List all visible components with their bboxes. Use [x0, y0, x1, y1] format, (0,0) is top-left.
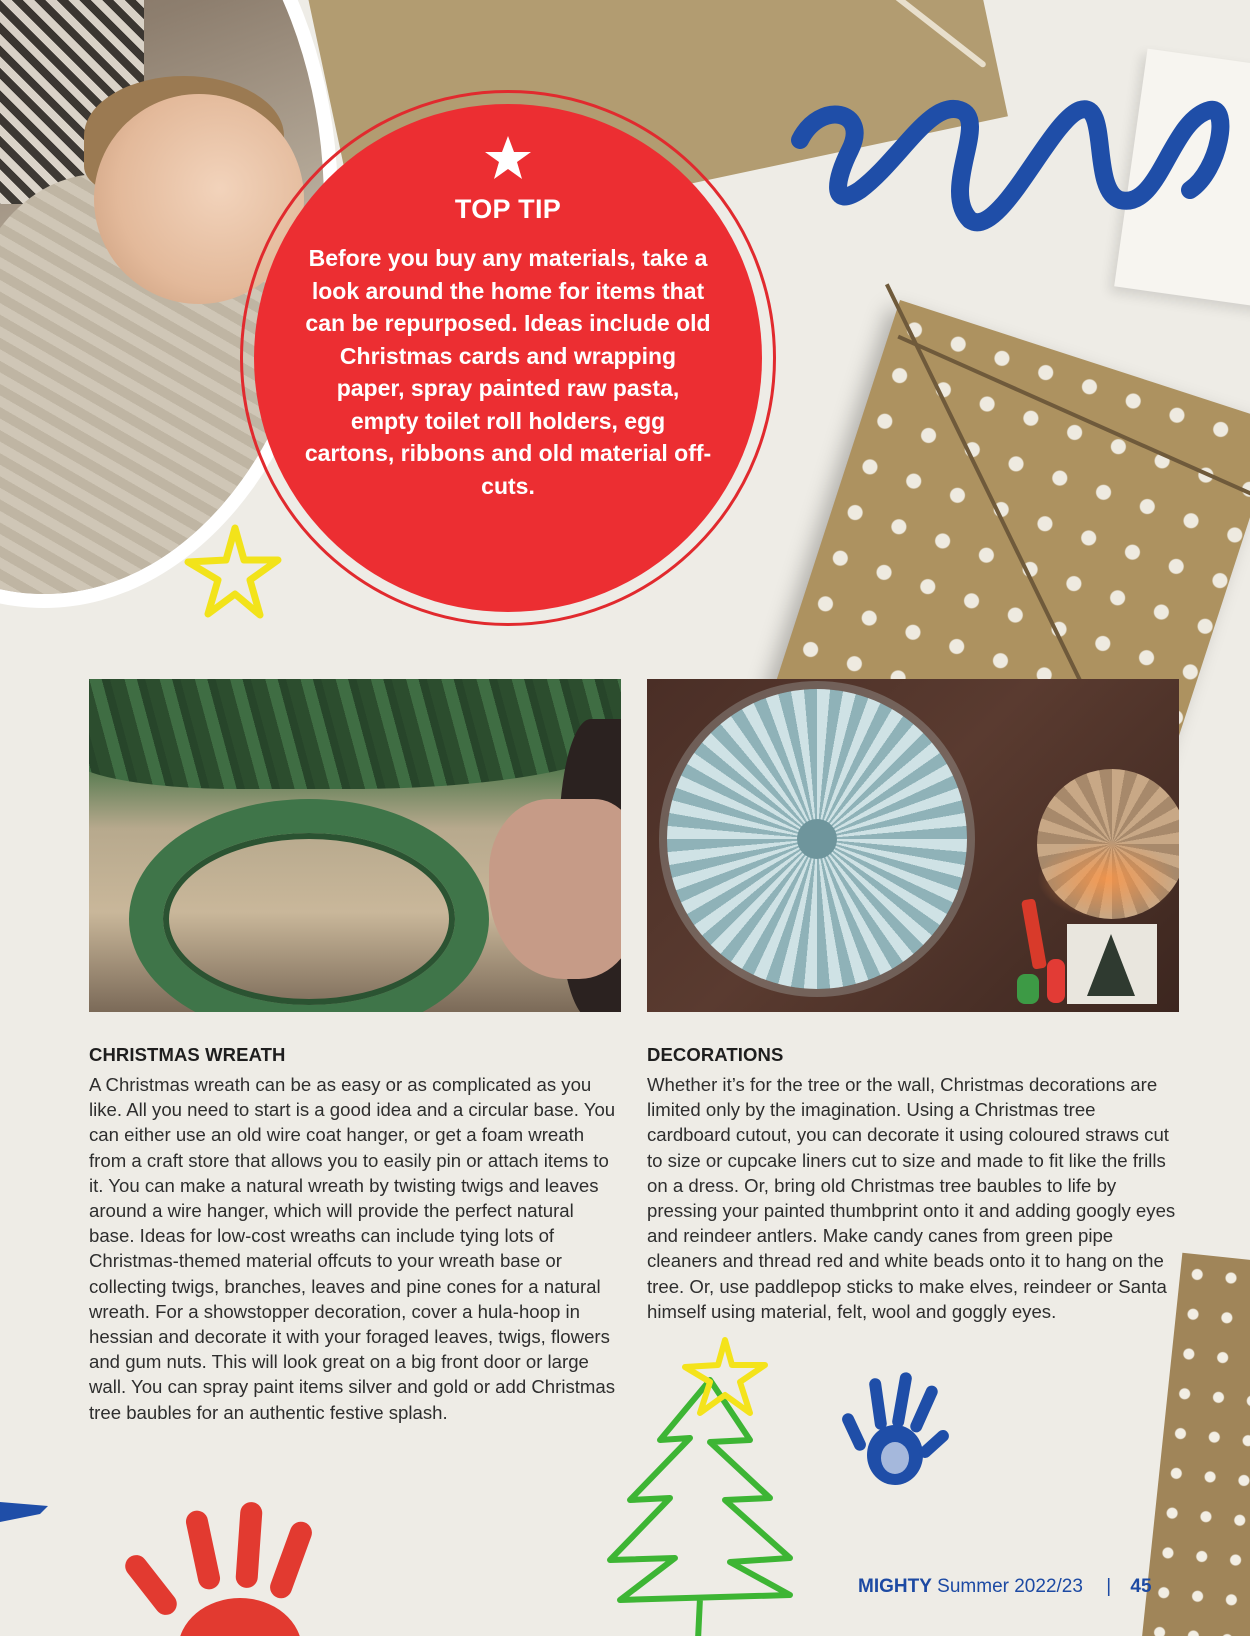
hands: [489, 799, 621, 979]
blue-brush-stroke: [0, 1492, 60, 1532]
glue-bottle: [1017, 974, 1039, 1004]
wreath-photo: [89, 679, 621, 1012]
blue-handprint-doodle: [840, 1370, 950, 1500]
top-tip-callout: [254, 104, 762, 612]
page-footer: [858, 1576, 1152, 1598]
fairy-light-glow: [1037, 839, 1177, 919]
section-christmas-wreath: [89, 1044, 619, 1425]
foliage: [89, 679, 621, 789]
tree-card-illustration: [1087, 934, 1135, 996]
section-body: Whether it’s for the tree or the wall, Christmas decorations are limited only by the imagination. Using a Christmas tree cardboard cutout, you can decorate it using coloured straws cut to size or cupcake liners cut to size and made to fit like the frills on a dress. Or, bring old Christmas tree baubles to life by pressing your painted thumbprint onto it and adding googly eyes and reindeer antlers. Make candy canes from green pipe cleaners and thread red and white beads onto it to hang on the tree. Or, use paddlepop sticks to make elves, reindeer or Santa himself using material, felt, wool and goggly eyes.: [647, 1074, 1176, 1322]
magazine-brand: MIGHTY: [858, 1576, 932, 1597]
yellow-star-doodle: [180, 520, 290, 630]
wreath-ring: [129, 799, 489, 1012]
decorations-photo: [647, 679, 1179, 1012]
red-handprint-doodle: [120, 1500, 320, 1636]
section-heading: DECORATIONS: [647, 1044, 784, 1065]
section-decorations: [647, 1044, 1177, 1324]
section-heading: CHRISTMAS WREATH: [89, 1044, 286, 1065]
page-number: 45: [1130, 1576, 1152, 1597]
star-icon: [483, 134, 533, 184]
section-body: A Christmas wreath can be as easy or as complicated as you like. All you need to start is a good idea and a circular base. You can either use an old wire coat hanger, or get a foam wreath from a craft store that allows you to easily pin or attach items to it. You can make a natural wreath by twisting twigs and leaves around a wire hanger, which will provide the perfect natural base. Ideas for low-cost wreaths can include tying lots of Christmas-themed material offcuts to your wreath base or collecting twigs, branches, leaves and pine cones for a natural wreath. For a showstopper decoration, cover a hula-hoop in hessian and decorate it with your foraged leaves, twigs, flowers and gum nuts. This will look great on a big front door or large wall. You can spray paint items silver and gold or add Christmas tree baubles for an authentic festive splash.: [89, 1074, 616, 1423]
yellow-star-doodle: [680, 1335, 775, 1420]
snowflake-center: [797, 819, 837, 859]
top-tip-body: Before you buy any materials, take a look around the home for items that can be repurposed. Ideas include old Christmas cards and wrapping paper, spray painted raw pasta, empty toilet roll holders, egg cartons, ribbons and old material off-cuts.: [304, 245, 712, 499]
blue-scribble-doodle: [790, 80, 1230, 250]
glue-stick: [1021, 898, 1047, 969]
top-tip-title: TOP TIP: [454, 194, 562, 224]
glue-bottle: [1047, 959, 1065, 1003]
issue-label: Summer 2022/23: [937, 1576, 1083, 1597]
footer-separator: |: [1106, 1576, 1112, 1597]
